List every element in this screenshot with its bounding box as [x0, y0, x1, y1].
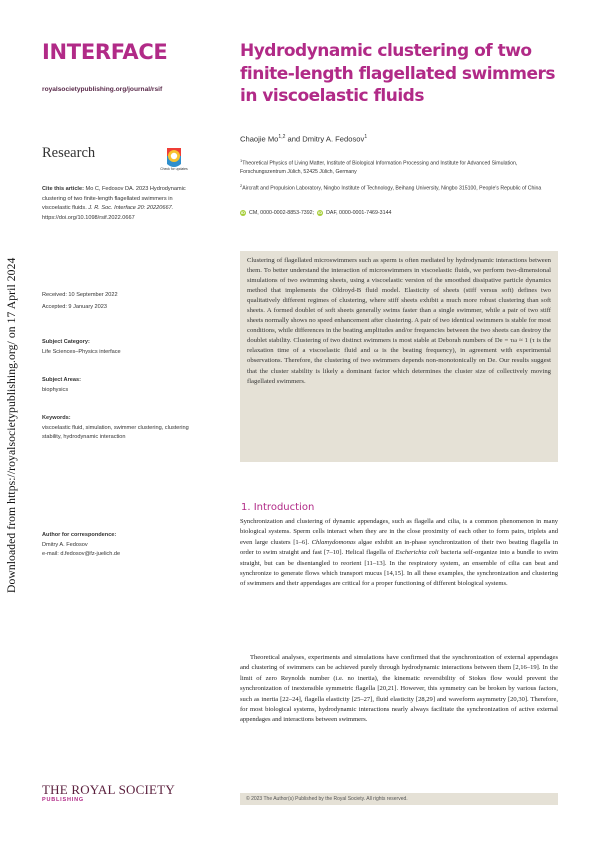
orcid-daf[interactable]: DAF, 0000-0001-7469-3144: [326, 210, 392, 216]
orcid-icon[interactable]: iD: [241, 210, 245, 215]
intro-italic: Escherichia coli: [395, 549, 439, 557]
orcid-icon[interactable]: iD: [318, 210, 323, 215]
affiliation-text: Theoretical Physics of Living Matter, Institute of Biological Information Processing and Institute for Advanced Simulation, Forschungszentrum Jülich, 52425 Jülich, Germany: [240, 160, 518, 176]
author-name: Dmitry A. Fedosov: [302, 134, 365, 144]
subject-category: [42, 338, 192, 357]
intro-paragraph-2: Theoretical analyses, experiments and simulations have confirmed that the synchronization of external appendages and clustering of swimmers can be achieved purely through hydrodynamic interactions between them [2,16–19]. In the limit of zero Reynolds number (i.e. no inertia), the kinematic reversibility of Stokes flow would prevent the synchronization of inextensible symmetric flagella [20,21]. However, this symmetry can be broken by various factors, such as inertia [22–24], flagella elasticity [25–27], fluid elasticity [28,29] and waveform asymmetry [20,30]. Therefore, for most biological systems, hydrodynamic interactions nearly always facilitate the synchronization of active external appendages and interactions between swimmers.: [240, 654, 558, 724]
section-label: Research: [42, 145, 96, 161]
subject-category-value: Life Sciences–Physics interface: [42, 348, 121, 355]
keywords: [42, 414, 192, 443]
affiliation-text: Aircraft and Propulsion Laboratory, Ningbo Institute of Technology, Beihang University, Ningbo 315100, People's Republic of China: [242, 185, 542, 192]
abstract-text: Clustering of flagellated microswimmers such as sperm is often mediated by hydrodynamic interactions between them. To better understand the interaction of microswimmers in viscoelastic fluids, we perform two-dimensional simulations of two swimming sheets, using a viscoelastic version of the smoothed dissipative particle dynamics method that implements the Oldroyd-B fluid model. Elasticity of sheets (stiff versus soft) defines two qualitatively different regimes of clustering, where stiff sheets exhibit a much more robust clustering than soft sheets. A formed doublet of soft sheets generally swims faster than a single swimmer, while a pair of two stiff sheets normally shows no speed enhancement after clustering. A pair of two identical swimmers is stable for most conditions, while differences in the beating amplitudes and/or frequencies between the two sheets can destroy the doublet stability. Clustering of two distinct swimmers is most stable at Deborah numbers of De = τω ≈ 1 (τ is the relaxation time of a viscoelastic fluid and ω is the beating frequency), in agreement with experimental observations. Therefore, the clustering of two swimmers depends non-monotonically on De. Our results suggest that the cluster stability is likely a dominant factor which determines the cluster size of collectively moving flagellated swimmers.: [247, 257, 551, 385]
subject-areas-value: biophysics: [42, 386, 69, 393]
affiliation-sup: 2: [240, 183, 243, 188]
journal-logo: INTERFACE: [42, 40, 168, 64]
correspondence-email[interactable]: e-mail: d.fedosov@fz-juelich.de: [42, 551, 121, 558]
subject-areas: [42, 376, 192, 395]
publisher-sub: PUBLISHING: [42, 797, 84, 803]
citation-text: Mo C, Fedosov DA. 2023 Hydrodynamic clustering of two finite-length flagellated swimmers in viscoelastic fluids.: [42, 186, 186, 212]
crossmark-label: Check for updates: [160, 167, 188, 171]
keywords-heading: Keywords:: [42, 415, 71, 421]
correspondence: [42, 531, 192, 560]
crossmark-icon[interactable]: [160, 146, 188, 174]
download-stamp: Downloaded from https://royalsocietypublishing.org/ on 17 April 2024: [5, 257, 18, 593]
intro-text: bacteria self-organize into a bundle to swim straight, but can be disentangled to reorient [11–13]. In the respiratory system, an ensemble of cilia can beat and synchronize to generate flows which transport mucus [14,15]. In all these examples, the synchronization and clustering of swimmers and their appendages are critical for a proper functioning of different biological systems.: [240, 549, 558, 588]
intro-text: Synchronization and clustering of dynamic appendages, such as flagella and cilia, is a common phenomenon in many biological systems. Sperm cells interact when they are in the close proximity of each other to form pairs, triplets and even large clusters [1–6].: [240, 518, 558, 546]
abstract-box: [240, 251, 558, 462]
copyright-footer: © 2023 The Author(s) Published by the Royal Society. All rights reserved.: [240, 793, 558, 805]
keywords-value: viscoelastic fluid, simulation, swimmer clustering, clustering stability, hydrodynamic interaction: [42, 424, 189, 441]
citation-journal-ref: J. R. Soc. Interface 20: 20220667.: [88, 205, 174, 212]
citation-doi[interactable]: https://doi.org/10.1098/rsif.2022.0667: [42, 214, 135, 221]
citation-block: [42, 185, 192, 223]
subject-category-heading: Subject Category:: [42, 339, 90, 345]
author-sup: 1: [364, 134, 368, 140]
affiliation-sup: 1: [240, 158, 243, 163]
correspondence-heading: Author for correspondence:: [42, 532, 117, 538]
affiliation: [240, 157, 560, 177]
received-date: Received: 10 September 2022: [42, 292, 118, 298]
subject-areas-heading: Subject Areas:: [42, 377, 81, 383]
orcid-line: [240, 210, 391, 216]
affiliation: [240, 182, 560, 193]
author-connector: and: [285, 134, 303, 144]
intro-paragraph-1: [240, 517, 558, 590]
journal-url[interactable]: royalsocietypublishing.org/journal/rsif: [42, 86, 163, 93]
section-heading: 1. Introduction: [241, 502, 315, 513]
intro-italic: Chlamydomonas: [311, 538, 356, 546]
author-list: [240, 134, 367, 144]
article-title: Hydrodynamic clustering of two finite-length flagellated swimmers in viscoelastic fluids: [240, 41, 556, 106]
citation-heading: Cite this article:: [42, 186, 84, 192]
correspondence-name: Dmitry A. Fedosov: [42, 541, 88, 548]
intro-text: algae exhibit an in-phase synchronization of their two beating flagella in order to swim straight and fast [7–10]. Helical flagella of: [240, 538, 559, 557]
author-sup: 1,2: [278, 134, 286, 140]
orcid-cm[interactable]: CM, 0000-0002-8853-7392;: [249, 210, 315, 216]
publisher-logo: THE ROYAL SOCIETY: [42, 782, 175, 797]
author-name: Chaojie Mo: [240, 134, 279, 144]
accepted-date: Accepted: 9 January 2023: [42, 304, 107, 310]
